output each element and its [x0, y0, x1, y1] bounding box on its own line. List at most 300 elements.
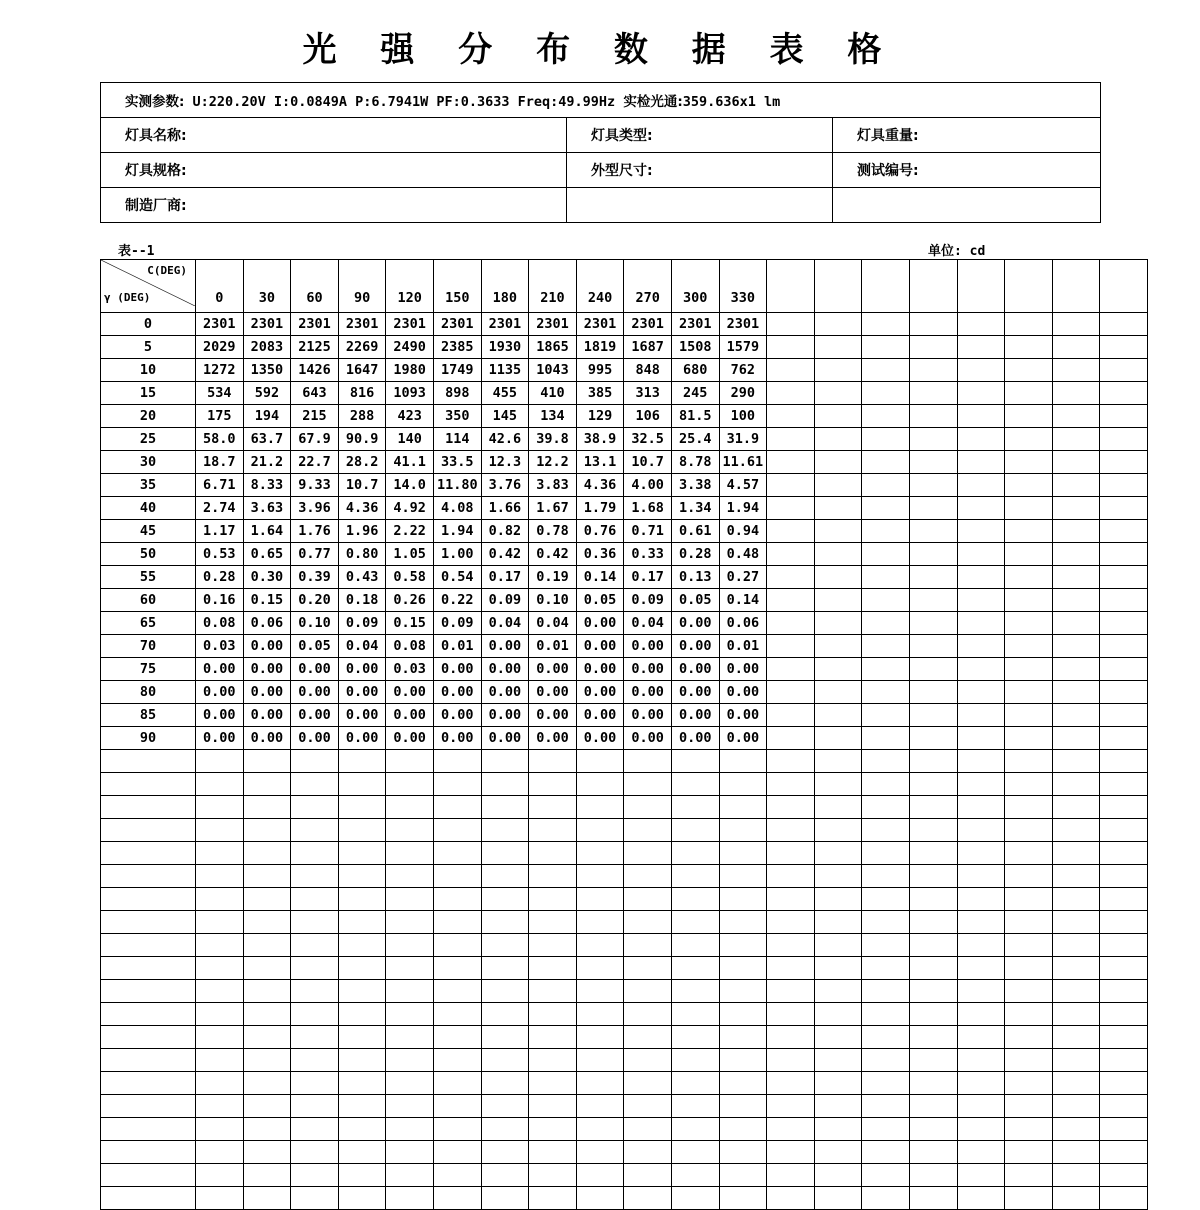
intensity-cell: 0.04	[338, 635, 386, 658]
gamma-cell	[101, 934, 196, 957]
empty-cell	[196, 980, 244, 1003]
empty-cell	[909, 842, 957, 865]
intensity-cell: 11.61	[719, 451, 767, 474]
gamma-cell: 55	[101, 566, 196, 589]
empty-cell	[243, 796, 291, 819]
c-angle-header	[767, 260, 815, 313]
intensity-cell: 2301	[433, 313, 481, 336]
c-angle-header: 300	[671, 260, 719, 313]
intensity-cell: 0.39	[291, 566, 339, 589]
intensity-cell: 4.36	[576, 474, 624, 497]
empty-cell	[767, 727, 815, 750]
c-angle-header: 330	[719, 260, 767, 313]
intensity-cell: 114	[433, 428, 481, 451]
empty-cell	[433, 750, 481, 773]
empty-cell	[1100, 1187, 1148, 1210]
empty-cell	[576, 842, 624, 865]
intensity-cell: 0.00	[291, 658, 339, 681]
empty-cell	[243, 888, 291, 911]
gamma-cell	[101, 1026, 196, 1049]
empty-cell	[1005, 911, 1053, 934]
empty-cell	[909, 1141, 957, 1164]
empty-cell	[243, 750, 291, 773]
intensity-cell: 2301	[291, 313, 339, 336]
empty-cell	[862, 520, 910, 543]
info-row-measure	[101, 83, 1101, 118]
intensity-cell: 0.77	[291, 543, 339, 566]
empty-cell	[243, 1164, 291, 1187]
empty-cell	[1005, 934, 1053, 957]
empty-cell	[1052, 612, 1100, 635]
empty-cell	[719, 750, 767, 773]
c-angle-header	[1100, 260, 1148, 313]
intensity-cell: 145	[481, 405, 529, 428]
intensity-cell: 0.28	[671, 543, 719, 566]
empty-cell	[481, 1026, 529, 1049]
gamma-cell	[101, 957, 196, 980]
empty-cell	[767, 497, 815, 520]
empty-cell	[862, 819, 910, 842]
empty-cell	[671, 1118, 719, 1141]
empty-cell	[767, 681, 815, 704]
empty-cell	[957, 635, 1005, 658]
empty-cell	[862, 911, 910, 934]
empty-cell	[624, 1003, 672, 1026]
intensity-cell: 0.14	[576, 566, 624, 589]
intensity-cell: 0.15	[243, 589, 291, 612]
empty-cell	[1052, 543, 1100, 566]
intensity-cell: 1930	[481, 336, 529, 359]
intensity-cell: 313	[624, 382, 672, 405]
empty-cell	[243, 1049, 291, 1072]
empty-cell	[1052, 589, 1100, 612]
intensity-cell: 31.9	[719, 428, 767, 451]
empty-cell	[719, 934, 767, 957]
empty-row	[101, 1072, 1148, 1095]
empty-cell	[957, 589, 1005, 612]
gamma-cell: 10	[101, 359, 196, 382]
intensity-cell: 4.57	[719, 474, 767, 497]
empty-cell	[1100, 336, 1148, 359]
empty-cell	[957, 1026, 1005, 1049]
lamp-weight-field: 灯具重量:	[833, 118, 1101, 153]
empty-cell	[862, 359, 910, 382]
intensity-cell: 1579	[719, 336, 767, 359]
empty-cell	[338, 1003, 386, 1026]
empty-cell	[291, 1049, 339, 1072]
empty-cell	[1005, 1118, 1053, 1141]
intensity-cell: 0.09	[433, 612, 481, 635]
intensity-cell: 2269	[338, 336, 386, 359]
empty-cell	[814, 934, 862, 957]
empty-cell	[671, 957, 719, 980]
intensity-cell: 1135	[481, 359, 529, 382]
empty-cell	[529, 1072, 577, 1095]
empty-cell	[814, 842, 862, 865]
intensity-cell: 0.00	[576, 658, 624, 681]
intensity-cell: 0.00	[576, 727, 624, 750]
empty-cell	[957, 727, 1005, 750]
empty-cell	[862, 957, 910, 980]
empty-cell	[481, 888, 529, 911]
empty-cell	[1005, 681, 1053, 704]
empty-cell	[1052, 727, 1100, 750]
empty-cell	[814, 566, 862, 589]
empty-cell	[1100, 796, 1148, 819]
intensity-cell: 0.00	[719, 727, 767, 750]
empty-cell	[624, 934, 672, 957]
intensity-cell: 0.00	[624, 704, 672, 727]
empty-cell	[814, 543, 862, 566]
intensity-cell: 0.18	[338, 589, 386, 612]
gamma-cell	[101, 1003, 196, 1026]
intensity-cell: 0.54	[433, 566, 481, 589]
empty-cell	[814, 313, 862, 336]
empty-cell	[624, 1095, 672, 1118]
intensity-cell: 0.05	[671, 589, 719, 612]
empty-cell	[1052, 1095, 1100, 1118]
empty-cell	[957, 612, 1005, 635]
empty-cell	[529, 980, 577, 1003]
empty-cell	[386, 888, 434, 911]
intensity-cell: 42.6	[481, 428, 529, 451]
empty-cell	[1100, 520, 1148, 543]
empty-cell	[1005, 1164, 1053, 1187]
intensity-cell: 1.94	[433, 520, 481, 543]
empty-cell	[433, 1072, 481, 1095]
intensity-cell: 2301	[624, 313, 672, 336]
empty-cell	[529, 842, 577, 865]
intensity-cell: 0.28	[196, 566, 244, 589]
empty-cell	[386, 750, 434, 773]
empty-cell	[529, 773, 577, 796]
empty-cell	[1100, 934, 1148, 957]
empty-cell	[1005, 451, 1053, 474]
empty-cell	[1052, 934, 1100, 957]
empty-cell	[719, 1049, 767, 1072]
empty-cell	[1005, 980, 1053, 1003]
empty-cell	[767, 819, 815, 842]
empty-cell	[767, 359, 815, 382]
intensity-cell: 0.01	[433, 635, 481, 658]
intensity-cell: 0.53	[196, 543, 244, 566]
empty-cell	[481, 1141, 529, 1164]
empty-cell	[624, 865, 672, 888]
empty-cell	[719, 1026, 767, 1049]
empty-cell	[957, 888, 1005, 911]
intensity-cell: 2.74	[196, 497, 244, 520]
empty-cell	[909, 474, 957, 497]
empty-cell	[862, 1187, 910, 1210]
intensity-cell: 3.38	[671, 474, 719, 497]
intensity-cell: 3.96	[291, 497, 339, 520]
empty-cell	[624, 1141, 672, 1164]
intensity-cell: 6.71	[196, 474, 244, 497]
empty-cell	[529, 750, 577, 773]
intensity-cell: 0.17	[624, 566, 672, 589]
empty-cell	[1052, 520, 1100, 543]
gamma-cell	[101, 1049, 196, 1072]
empty-cell	[243, 1026, 291, 1049]
empty-cell	[243, 865, 291, 888]
table-row	[101, 727, 1148, 750]
gamma-cell: 75	[101, 658, 196, 681]
intensity-cell: 4.36	[338, 497, 386, 520]
intensity-cell: 0.00	[624, 727, 672, 750]
info-row-spec	[101, 153, 1101, 188]
intensity-cell: 0.00	[243, 727, 291, 750]
intensity-cell: 4.00	[624, 474, 672, 497]
empty-cell	[1052, 474, 1100, 497]
intensity-cell: 350	[433, 405, 481, 428]
empty-cell	[1052, 1026, 1100, 1049]
intensity-cell: 0.00	[719, 704, 767, 727]
intensity-cell: 22.7	[291, 451, 339, 474]
intensity-cell: 4.08	[433, 497, 481, 520]
empty-cell	[291, 888, 339, 911]
empty-cell	[481, 1095, 529, 1118]
empty-cell	[957, 405, 1005, 428]
empty-cell	[1005, 1072, 1053, 1095]
empty-cell	[386, 1026, 434, 1049]
intensity-cell: 0.00	[624, 681, 672, 704]
empty-cell	[814, 658, 862, 681]
empty-cell	[814, 888, 862, 911]
empty-cell	[767, 1026, 815, 1049]
empty-cell	[386, 796, 434, 819]
empty-cell	[719, 1118, 767, 1141]
empty-cell	[671, 796, 719, 819]
gamma-cell	[101, 750, 196, 773]
manufacturer-field: 制造厂商:	[101, 188, 567, 223]
intensity-cell: 0.14	[719, 589, 767, 612]
empty-cell	[814, 796, 862, 819]
empty-cell	[624, 842, 672, 865]
intensity-cell: 0.94	[719, 520, 767, 543]
empty-cell	[243, 842, 291, 865]
empty-row	[101, 980, 1148, 1003]
empty-cell	[1005, 313, 1053, 336]
empty-cell	[814, 727, 862, 750]
empty-cell	[1005, 428, 1053, 451]
intensity-cell: 0.06	[719, 612, 767, 635]
empty-cell	[291, 934, 339, 957]
empty-cell	[481, 911, 529, 934]
empty-cell	[196, 796, 244, 819]
table-header-row	[101, 260, 1148, 313]
empty-cell	[909, 612, 957, 635]
empty-cell	[957, 497, 1005, 520]
c-angle-header: 240	[576, 260, 624, 313]
empty-cell	[862, 635, 910, 658]
intensity-cell: 140	[386, 428, 434, 451]
empty-cell	[909, 589, 957, 612]
empty-cell	[196, 1118, 244, 1141]
empty-cell	[481, 1164, 529, 1187]
empty-cell	[481, 865, 529, 888]
empty-cell	[291, 796, 339, 819]
gamma-cell: 50	[101, 543, 196, 566]
intensity-cell: 0.00	[529, 704, 577, 727]
empty-cell	[1005, 589, 1053, 612]
empty-cell	[481, 842, 529, 865]
empty-cell	[767, 1141, 815, 1164]
empty-cell	[338, 1141, 386, 1164]
empty-cell	[957, 520, 1005, 543]
gamma-cell: 0	[101, 313, 196, 336]
empty-cell	[1005, 1141, 1053, 1164]
empty-cell	[624, 1049, 672, 1072]
empty-cell	[433, 1164, 481, 1187]
intensity-cell: 81.5	[671, 405, 719, 428]
lamp-name-field: 灯具名称:	[101, 118, 567, 153]
empty-cell	[338, 1118, 386, 1141]
empty-cell	[767, 911, 815, 934]
empty-cell	[196, 1187, 244, 1210]
empty-cell	[567, 188, 833, 223]
empty-cell	[1052, 796, 1100, 819]
empty-cell	[624, 1118, 672, 1141]
intensity-cell: 0.00	[291, 681, 339, 704]
empty-cell	[576, 819, 624, 842]
lamp-spec-field: 灯具规格:	[101, 153, 567, 188]
empty-row	[101, 796, 1148, 819]
empty-cell	[957, 773, 1005, 796]
empty-cell	[481, 750, 529, 773]
intensity-cell: 455	[481, 382, 529, 405]
c-angle-header	[909, 260, 957, 313]
intensity-cell: 1.00	[433, 543, 481, 566]
intensity-cell: 0.00	[671, 658, 719, 681]
empty-cell	[909, 497, 957, 520]
empty-cell	[291, 1095, 339, 1118]
empty-cell	[862, 497, 910, 520]
empty-cell	[719, 819, 767, 842]
empty-cell	[1005, 865, 1053, 888]
empty-cell	[1005, 474, 1053, 497]
empty-cell	[814, 980, 862, 1003]
empty-cell	[1052, 1003, 1100, 1026]
intensity-cell: 134	[529, 405, 577, 428]
empty-cell	[862, 796, 910, 819]
empty-cell	[767, 796, 815, 819]
empty-cell	[862, 888, 910, 911]
empty-cell	[909, 1072, 957, 1095]
empty-row	[101, 1164, 1148, 1187]
empty-cell	[862, 1049, 910, 1072]
empty-cell	[862, 451, 910, 474]
intensity-cell: 215	[291, 405, 339, 428]
intensity-cell: 194	[243, 405, 291, 428]
empty-cell	[196, 750, 244, 773]
empty-cell	[909, 405, 957, 428]
measure-label: 实测参数:	[125, 94, 185, 110]
flux-value: 359.636x1 lm	[682, 94, 781, 110]
intensity-cell: 0.00	[529, 727, 577, 750]
empty-cell	[909, 428, 957, 451]
empty-cell	[576, 957, 624, 980]
empty-cell	[957, 566, 1005, 589]
empty-cell	[1005, 382, 1053, 405]
table-row	[101, 566, 1148, 589]
intensity-cell: 1350	[243, 359, 291, 382]
empty-cell	[1005, 1049, 1053, 1072]
intensity-cell: 2.22	[386, 520, 434, 543]
intensity-cell: 534	[196, 382, 244, 405]
empty-cell	[909, 566, 957, 589]
empty-cell	[1005, 888, 1053, 911]
intensity-cell: 0.00	[196, 704, 244, 727]
empty-cell	[1100, 773, 1148, 796]
empty-cell	[386, 1072, 434, 1095]
intensity-cell: 12.2	[529, 451, 577, 474]
intensity-cell: 1426	[291, 359, 339, 382]
empty-cell	[1100, 566, 1148, 589]
intensity-cell: 0.08	[386, 635, 434, 658]
intensity-cell: 0.00	[386, 704, 434, 727]
intensity-cell: 1093	[386, 382, 434, 405]
empty-cell	[1052, 382, 1100, 405]
empty-cell	[243, 1118, 291, 1141]
empty-cell	[1100, 865, 1148, 888]
intensity-cell: 0.00	[481, 681, 529, 704]
empty-cell	[957, 474, 1005, 497]
empty-cell	[719, 1072, 767, 1095]
empty-cell	[291, 819, 339, 842]
empty-cell	[719, 865, 767, 888]
intensity-cell: 0.05	[291, 635, 339, 658]
empty-cell	[1052, 313, 1100, 336]
gamma-cell	[101, 911, 196, 934]
empty-cell	[719, 1164, 767, 1187]
empty-cell	[529, 1118, 577, 1141]
gamma-cell: 70	[101, 635, 196, 658]
intensity-cell: 0.00	[291, 727, 339, 750]
intensity-cell: 175	[196, 405, 244, 428]
empty-cell	[957, 1164, 1005, 1187]
test-no-field: 测试编号:	[833, 153, 1101, 188]
empty-cell	[862, 1095, 910, 1118]
empty-cell	[338, 1026, 386, 1049]
intensity-cell: 0.27	[719, 566, 767, 589]
empty-cell	[1100, 589, 1148, 612]
empty-cell	[196, 773, 244, 796]
intensity-cell: 1508	[671, 336, 719, 359]
empty-cell	[957, 451, 1005, 474]
empty-cell	[433, 1049, 481, 1072]
empty-cell	[576, 1003, 624, 1026]
empty-cell	[833, 188, 1101, 223]
empty-cell	[481, 796, 529, 819]
intensity-cell: 2301	[719, 313, 767, 336]
intensity-cell: 1.67	[529, 497, 577, 520]
empty-cell	[814, 1141, 862, 1164]
empty-cell	[909, 980, 957, 1003]
empty-cell	[814, 911, 862, 934]
flux-label: 实检光通:	[623, 94, 683, 110]
empty-cell	[1005, 543, 1053, 566]
intensity-cell: 39.8	[529, 428, 577, 451]
intensity-cell: 2125	[291, 336, 339, 359]
empty-cell	[529, 1164, 577, 1187]
empty-cell	[1005, 497, 1053, 520]
empty-cell	[433, 842, 481, 865]
intensity-cell: 33.5	[433, 451, 481, 474]
intensity-cell: 2301	[576, 313, 624, 336]
empty-cell	[957, 934, 1005, 957]
table-label: 表--1	[118, 244, 155, 259]
empty-cell	[291, 1026, 339, 1049]
